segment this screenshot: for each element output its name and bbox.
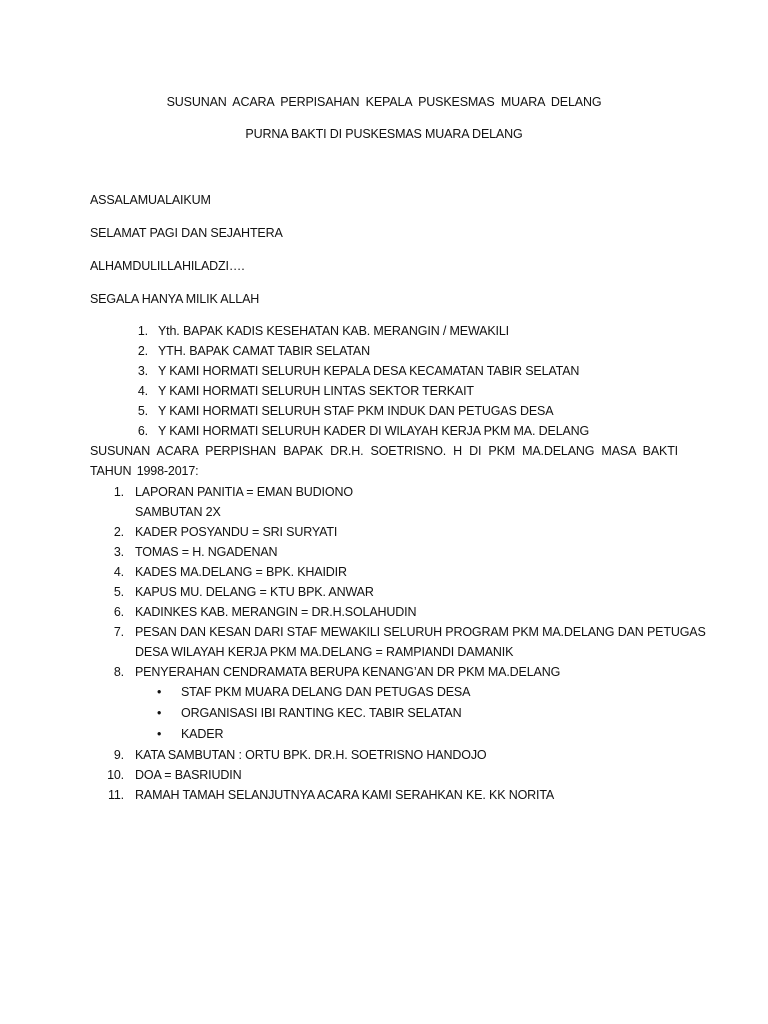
list-text-continued: DESA WILAYAH KERJA PKM MA.DELANG = RAMPIANDI DAMANIK (135, 645, 514, 659)
bullet-item (0, 703, 768, 724)
list-item (0, 602, 768, 622)
list-number: 2. (113, 525, 124, 539)
list-number: 5. (113, 585, 124, 599)
list-number: 3. (137, 364, 148, 378)
list-text: DOA = BASRIUDIN (135, 768, 242, 782)
list-item (0, 522, 768, 542)
list-item (0, 341, 768, 361)
list-text: PENYERAHAN CENDRAMATA BERUPA KENANG’AN DR PKM MA.DELANG (135, 665, 561, 679)
sub-bullet-list (0, 682, 768, 745)
bullet-icon: • (157, 727, 162, 741)
bullet-text: ORGANISASI IBI RANTING KEC. TABIR SELATAN (181, 706, 462, 720)
list-text: Y KAMI HORMATI SELURUH KEPALA DESA KECAMATAN TABIR SELATAN (158, 364, 580, 378)
document-title: SUSUNAN ACARA PERPISAHAN KEPALA PUSKESMAS MUARA DELANG (166, 95, 602, 109)
bullet-item (0, 682, 768, 703)
list-number: 9. (113, 748, 124, 762)
list-number: 8. (113, 665, 124, 679)
list-text: KAPUS MU. DELANG = KTU BPK. ANWAR (135, 585, 374, 599)
list-number: 2. (137, 344, 148, 358)
list-item (0, 361, 768, 381)
greeting-line: ALHAMDULILLAHILADZI…. (90, 259, 245, 273)
list-text: PESAN DAN KESAN DARI STAF MEWAKILI SELURUH PROGRAM PKM MA.DELANG DAN PETUGAS (135, 625, 706, 639)
list-number: 1. (113, 485, 124, 499)
list-item (0, 622, 768, 662)
list-item (0, 562, 768, 582)
list-text: Yth. BAPAK KADIS KESEHATAN KAB. MERANGIN / MEWAKILI (158, 324, 510, 338)
sub-bullet-group (0, 682, 768, 745)
list-number: 11. (108, 788, 124, 802)
list-number: 4. (113, 565, 124, 579)
list-number: 6. (137, 424, 148, 438)
list-text: LAPORAN PANITIA = EMAN BUDIONO (135, 485, 353, 499)
list-text: KATA SAMBUTAN : ORTU BPK. DR.H. SOETRISNO HANDOJO (135, 748, 487, 762)
list-number: 6. (113, 605, 124, 619)
list-text: KADER POSYANDU = SRI SURYATI (135, 525, 338, 539)
greeting-line: SEGALA HANYA MILIK ALLAH (90, 292, 260, 306)
list-item (0, 401, 768, 421)
list-text: Y KAMI HORMATI SELURUH STAF PKM INDUK DAN PETUGAS DESA (158, 404, 554, 418)
list-item (0, 765, 768, 785)
list-text: KADINKES KAB. MERANGIN = DR.H.SOLAHUDIN (135, 605, 417, 619)
list-item (0, 421, 768, 441)
list-text: TOMAS = H. NGADENAN (135, 545, 278, 559)
bullet-text: KADER (181, 727, 224, 741)
list-number: 7. (113, 625, 124, 639)
list-number: 3. (113, 545, 124, 559)
list-text: KADES MA.DELANG = BPK. KHAIDIR (135, 565, 347, 579)
list-item (0, 482, 768, 522)
document-subtitle: PURNA BAKTI DI PUSKESMAS MUARA DELANG (245, 127, 523, 141)
bullet-icon: • (157, 685, 162, 699)
greeting-line: SELAMAT PAGI DAN SEJAHTERA (90, 226, 283, 240)
list-item (0, 582, 768, 602)
list-item (0, 542, 768, 562)
honorifics-list (0, 321, 768, 441)
list-number: 5. (137, 404, 148, 418)
bullet-text: STAF PKM MUARA DELANG DAN PETUGAS DESA (181, 685, 471, 699)
agenda-list (0, 482, 768, 805)
list-text: YTH. BAPAK CAMAT TABIR SELATAN (158, 344, 370, 358)
list-number: 1. (137, 324, 148, 338)
list-number: 10. (107, 768, 124, 782)
list-text: RAMAH TAMAH SELANJUTNYA ACARA KAMI SERAHKAN KE. KK NORITA (135, 788, 555, 802)
list-text-continued: SAMBUTAN 2X (135, 505, 221, 519)
bullet-icon: • (157, 706, 162, 720)
list-item (0, 785, 768, 805)
list-item (0, 662, 768, 682)
greeting-line: ASSALAMUALAIKUM (90, 193, 211, 207)
list-item (0, 321, 768, 341)
list-item (0, 381, 768, 401)
bullet-item (0, 724, 768, 745)
list-text: Y KAMI HORMATI SELURUH KADER DI WILAYAH KERJA PKM MA. DELANG (158, 424, 590, 438)
agenda-intro-paragraph: SUSUNAN ACARA PERPISHAN BAPAK DR.H. SOETRISNO. H DI PKM MA.DELANG MASA BAKTI TAHUN 1998-2017: (90, 444, 678, 478)
list-item (0, 745, 768, 765)
list-text: Y KAMI HORMATI SELURUH LINTAS SEKTOR TERKAIT (158, 384, 474, 398)
list-number: 4. (137, 384, 148, 398)
